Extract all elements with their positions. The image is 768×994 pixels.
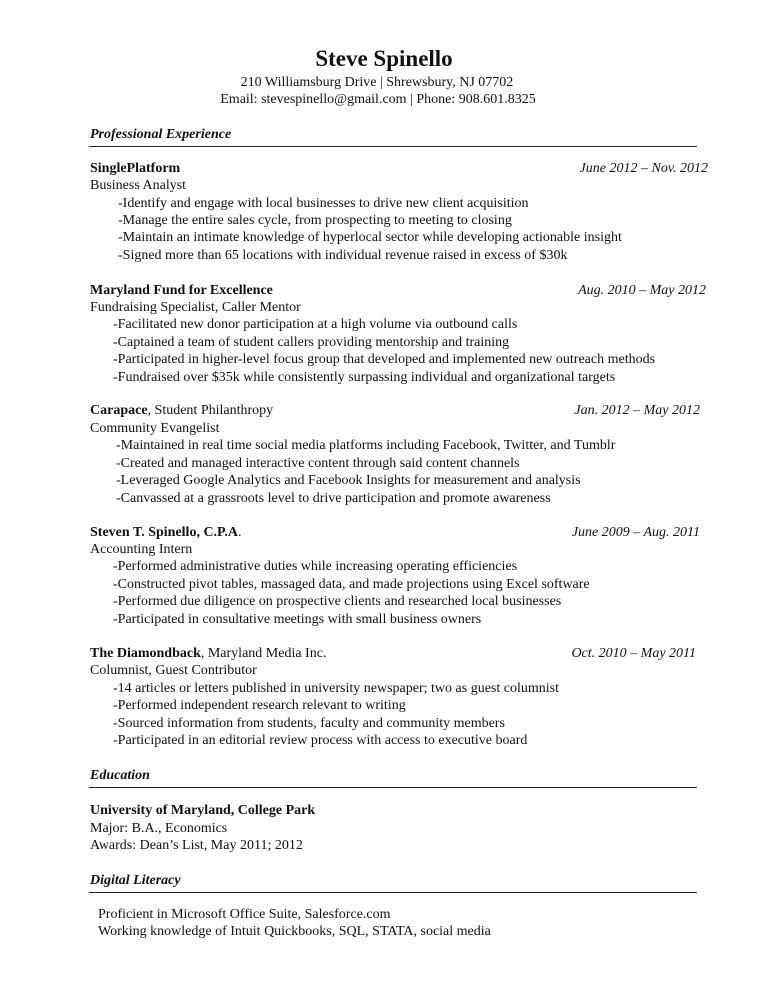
- job-dates: Oct. 2010 – May 2011: [571, 646, 696, 661]
- job-bullet: -Facilitated new donor participation at a high volume via outbound calls: [113, 317, 518, 332]
- job-bullet: -Performed independent research relevant to writing: [113, 698, 406, 713]
- job-role: Columnist, Guest Contributor: [90, 663, 257, 678]
- job-bullet: -Maintain an intimate knowledge of hyperlocal sector while developing actionable insight: [118, 230, 622, 245]
- section-heading-education: Education: [90, 768, 150, 783]
- education-major: Major: B.A., Economics: [90, 821, 228, 836]
- job-bullet: -Constructed pivot tables, massaged data, and made projections using Excel software: [113, 577, 590, 592]
- job-bullet: -Leveraged Google Analytics and Facebook Insights for measurement and analysis: [116, 473, 581, 488]
- section-heading-experience: Professional Experience: [90, 127, 232, 142]
- education-school: University of Maryland, College Park: [90, 803, 316, 818]
- section-divider: [89, 146, 697, 147]
- job-role: Fundraising Specialist, Caller Mentor: [90, 300, 301, 315]
- job-dates: June 2012 – Nov. 2012: [579, 161, 708, 176]
- job-bullet: -Performed administrative duties while increasing operating efficiencies: [113, 559, 518, 574]
- job-bullet: -Participated in an editorial review process with access to executive board: [113, 733, 528, 748]
- section-divider: [89, 787, 697, 788]
- job-org: Carapace: [90, 403, 148, 418]
- digital-skill-line: Proficient in Microsoft Office Suite, Salesforce.com: [98, 907, 391, 922]
- job-bullet: -Performed due diligence on prospective clients and researched local businesses: [113, 594, 562, 609]
- job-bullet: -Participated in consultative meetings with small business owners: [113, 612, 482, 627]
- job-role: Community Evangelist: [90, 421, 220, 436]
- job-dates: Aug. 2010 – May 2012: [578, 283, 706, 298]
- job-org-line: [90, 645, 326, 662]
- education-awards: Awards: Dean’s List, May 2011; 2012: [90, 838, 303, 853]
- digital-skill-line: Working knowledge of Intuit Quickbooks, SQL, STATA, social media: [98, 924, 491, 939]
- job-dates: Jan. 2012 – May 2012: [574, 403, 700, 418]
- job-bullet: -Captained a team of student callers providing mentorship and training: [113, 335, 510, 350]
- job-dates: June 2009 – Aug. 2011: [571, 525, 700, 540]
- contact-line: Email: stevespinello@gmail.com | Phone: 908.601.8325: [220, 92, 536, 107]
- job-bullet: -Sourced information from students, faculty and community members: [113, 716, 505, 731]
- job-bullet: -Signed more than 65 locations with individual revenue raised in excess of $30k: [118, 248, 568, 263]
- job-bullet: -14 articles or letters published in university newspaper; two as guest columnist: [113, 681, 559, 696]
- address-line: 210 Williamsburg Drive | Shrewsbury, NJ 07702: [240, 75, 514, 90]
- job-role: Accounting Intern: [90, 542, 193, 557]
- job-bullet: -Created and managed interactive content through said content channels: [116, 456, 520, 471]
- resume-name: Steve Spinello: [315, 46, 453, 71]
- section-heading-digital-literacy: Digital Literacy: [90, 873, 181, 888]
- job-org-line: [90, 524, 241, 541]
- job-bullet: -Canvassed at a grassroots level to drive participation and promote awareness: [116, 491, 551, 506]
- job-org-line: [90, 160, 180, 177]
- job-bullet: -Fundraised over $35k while consistently surpassing individual and organizational targets: [113, 370, 616, 385]
- job-org: SinglePlatform: [90, 161, 181, 176]
- job-bullet: -Maintained in real time social media platforms including Facebook, Twitter, and Tumblr: [116, 438, 616, 453]
- job-bullet: -Participated in higher-level focus group that developed and implemented new outreach methods: [113, 352, 656, 367]
- section-divider: [89, 892, 697, 893]
- job-org-line: [90, 282, 273, 299]
- job-org: Maryland Fund for Excellence: [90, 283, 273, 298]
- job-org: Steven T. Spinello, C.P.A: [90, 525, 238, 540]
- job-bullet: -Identify and engage with local businesses to drive new client acquisition: [118, 196, 529, 211]
- job-org-line: [90, 402, 273, 419]
- job-bullet: -Manage the entire sales cycle, from prospecting to meeting to closing: [118, 213, 512, 228]
- job-role: Business Analyst: [90, 178, 187, 193]
- job-org: The Diamondback: [90, 646, 201, 661]
- job-org-suffix: .: [237, 525, 242, 540]
- job-org-suffix: , Maryland Media Inc.: [200, 646, 327, 661]
- job-org-suffix: , Student Philanthropy: [147, 403, 274, 418]
